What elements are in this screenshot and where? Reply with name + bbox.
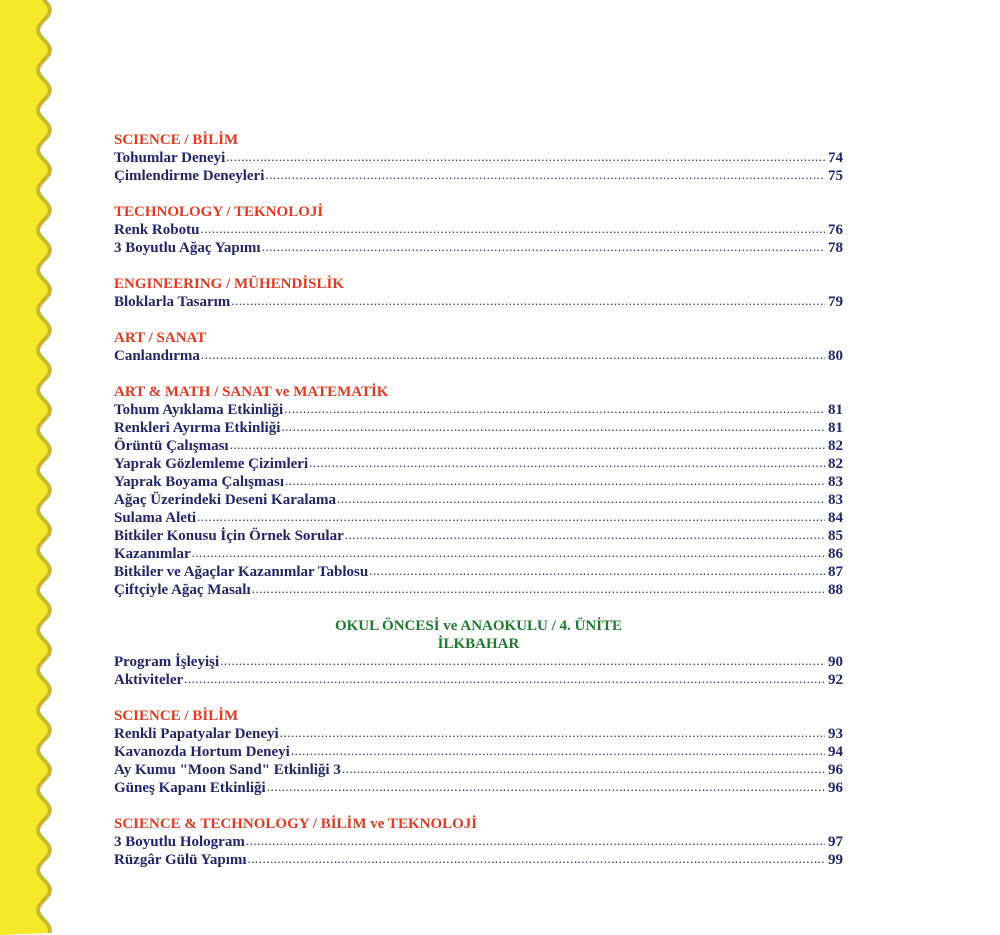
entry-page-number: 90 [828,654,843,670]
toc-entry[interactable] [114,833,843,851]
dot-leader [231,292,825,310]
spacer [114,365,843,383]
entry-title: Canlandırma [114,348,200,364]
dot-leader [291,742,825,760]
dot-leader [248,850,825,868]
entry-title: Çiftçiyle Ağaç Masalı [114,582,251,598]
entry-page-number: 88 [828,582,843,598]
dot-leader [184,670,825,688]
entry-title: Aktiviteler [114,672,184,688]
toc-entry[interactable] [114,779,843,797]
toc-entry[interactable] [114,509,843,527]
entry-page-number: 87 [828,564,843,580]
unit-heading: OKUL ÖNCESİ ve ANAOKULU / 4. ÜNİTE [334,618,623,634]
dot-leader [345,526,825,544]
section-heading: SCIENCE / BİLİM [114,132,239,148]
section-heading: TECHNOLOGY / TEKNOLOJİ [114,204,324,220]
toc-entry[interactable] [114,761,843,779]
entry-page-number: 83 [828,474,843,490]
entry-page-number: 81 [828,402,843,418]
dot-leader [201,346,825,364]
toc-entry[interactable] [114,851,843,869]
toc-entry[interactable] [114,347,843,365]
entry-title: Tohumlar Deneyi [114,150,226,166]
dot-leader [285,472,825,490]
dot-leader [200,220,825,238]
entry-page-number: 75 [828,168,843,184]
entry-page-number: 78 [828,240,843,256]
entry-title: Yaprak Boyama Çalışması [114,474,285,490]
entry-page-number: 79 [828,294,843,310]
entry-page-number: 96 [828,762,843,778]
spacer [114,599,843,617]
entry-page-number: 82 [828,456,843,472]
entry-title: Ay Kumu "Moon Sand" Etkinliği 3 [114,762,341,778]
entry-title: Kavanozda Hortum Deneyi [114,744,290,760]
dot-leader [252,580,825,598]
entry-title: Bloklarla Tasarım [114,294,231,310]
unit-subheading: İLKBAHAR [437,636,520,652]
entry-page-number: 92 [828,672,843,688]
dot-leader [281,418,825,436]
entry-page-number: 84 [828,510,843,526]
entry-page-number: 74 [828,150,843,166]
entry-title: Tohum Ayıklama Etkinliği [114,402,284,418]
entry-page-number: 82 [828,438,843,454]
entry-page-number: 86 [828,546,843,562]
table-of-contents [114,131,843,887]
toc-entry[interactable] [114,743,843,761]
dot-leader [197,508,825,526]
toc-entry[interactable] [114,581,843,599]
toc-entry[interactable] [114,653,843,671]
toc-entry[interactable] [114,563,843,581]
entry-title: Program İşleyişi [114,654,220,670]
entry-title: Bitkiler Konusu İçin Örnek Sorular [114,528,344,544]
toc-entry[interactable] [114,239,843,257]
dot-leader [192,544,825,562]
entry-page-number: 97 [828,834,843,850]
toc-entry[interactable] [114,455,843,473]
section-heading: ENGINEERING / MÜHENDİSLİK [114,276,345,292]
dot-leader [309,454,825,472]
dot-leader [342,760,825,778]
toc-entry[interactable] [114,221,843,239]
entry-title: 3 Boyutlu Hologram [114,834,245,850]
entry-title: Kazanımlar [114,546,191,562]
entry-title: Renk Robotu [114,222,200,238]
dot-leader [280,724,825,742]
dot-leader [230,436,825,454]
entry-page-number: 76 [828,222,843,238]
toc-entry[interactable] [114,437,843,455]
entry-title: Güneş Kapanı Etkinliği [114,780,266,796]
entry-title: Yaprak Gözlemleme Çizimleri [114,456,309,472]
section-heading: SCIENCE / BİLİM [114,708,239,724]
entry-title: 3 Boyutlu Ağaç Yapımı [114,240,261,256]
toc-entry[interactable] [114,419,843,437]
toc-entry[interactable] [114,167,843,185]
entry-page-number: 81 [828,420,843,436]
dot-leader [337,490,825,508]
entry-title: Örüntü Çalışması [114,438,229,454]
toc-entry[interactable] [114,725,843,743]
entry-title: Çimlendirme Deneyleri [114,168,265,184]
spacer [114,797,843,815]
entry-page-number: 80 [828,348,843,364]
entry-page-number: 93 [828,726,843,742]
entry-title: Ağaç Üzerindeki Deseni Karalama [114,492,337,508]
toc-entry[interactable] [114,491,843,509]
toc-entry[interactable] [114,293,843,311]
toc-entry[interactable] [114,671,843,689]
spacer [114,869,843,887]
spacer [114,689,843,707]
dot-leader [262,238,825,256]
section-heading: SCIENCE & TECHNOLOGY / BİLİM ve TEKNOLOJİ [114,816,478,832]
dot-leader [284,400,825,418]
spacer [114,185,843,203]
toc-entry[interactable] [114,401,843,419]
entry-title: Renkli Papatyalar Deneyi [114,726,279,742]
dot-leader [220,652,825,670]
entry-page-number: 85 [828,528,843,544]
dot-leader [265,166,825,184]
section-heading: ART / SANAT [114,330,207,346]
dot-leader [369,562,825,580]
toc-entry[interactable] [114,473,843,491]
dot-leader [267,778,825,796]
entry-page-number: 94 [828,744,843,760]
spacer [114,311,843,329]
section-heading: ART & MATH / SANAT ve MATEMATİK [114,384,389,400]
dot-leader [246,832,825,850]
entry-title: Rüzgâr Gülü Yapımı [114,852,247,868]
entry-page-number: 96 [828,780,843,796]
entry-page-number: 99 [828,852,843,868]
decorative-wavy-stripe [0,0,60,935]
toc-entry[interactable] [114,149,843,167]
toc-entry[interactable] [114,527,843,545]
entry-title: Renkleri Ayırma Etkinliği [114,420,281,436]
entry-title: Bitkiler ve Ağaçlar Kazanımlar Tablosu [114,564,369,580]
dot-leader [226,148,825,166]
entry-title: Sulama Aleti [114,510,197,526]
entry-page-number: 83 [828,492,843,508]
spacer [114,257,843,275]
toc-entry[interactable] [114,545,843,563]
